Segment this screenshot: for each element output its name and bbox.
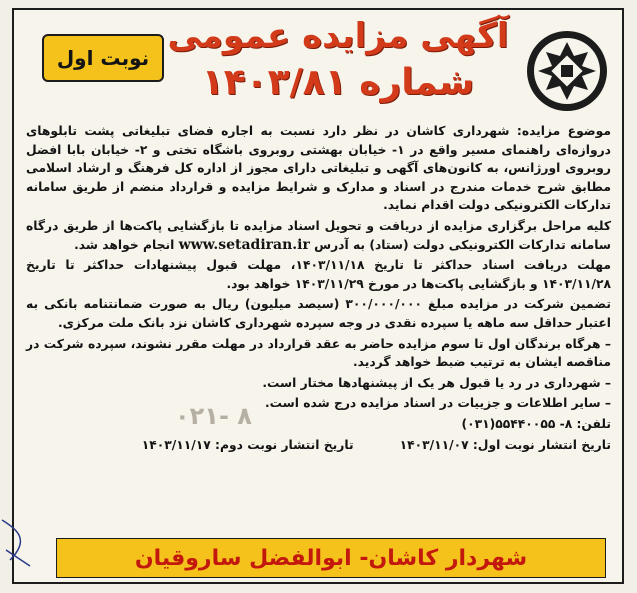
publication-dates (26, 436, 611, 455)
notice-header (14, 10, 622, 120)
notice-body (26, 122, 611, 454)
setadiran-link[interactable]: www.setadiran.ir (178, 236, 310, 253)
bleed-through-text: ۰۲۱- ۸ (175, 402, 252, 430)
procedure-paragraph (26, 217, 611, 254)
edition-badge: نوبت اول (42, 34, 164, 82)
procedure-text: کلیه مراحل برگزاری مزایده از دریافت و تحویل اسناد مزایده تا بازگشایی پاکت‌ها از طریق درگاه سامانه تدارکات الکترونیکی دولت (ستاد) به آدرس (26, 218, 611, 252)
first-publication-date: تاریخ انتشار نوبت اول: ۱۴۰۳/۱۱/۰۷ (399, 437, 611, 452)
second-publication-date: تاریخ انتشار نوبت دوم: ۱۴۰۳/۱۱/۱۷ (141, 437, 354, 452)
procedure-text-end: انجام خواهد شد. (74, 237, 175, 252)
guarantee-paragraph: تضمین شرکت در مزایده مبلغ ۳۰۰/۰۰۰/۰۰۰ (سیصد میلیون) ریال به صورت ضمانتنامه بانکی به اعتبار حداقل سه ماهه یا سپرده نقدی در وجه سپرده شهرداری کاشان نزد بانک ملت مرکزی. (26, 297, 611, 330)
condition-forfeit: – هرگاه برندگان اول تا سوم مزایده حاضر به عقد قرارداد در مهلت مقرر نشوند، سپرده شرکت در مناقصه ایشان به ترتیب ضبط خواهد گردید. (26, 336, 611, 370)
phone-number: تلفن: ۸- ۵۵۴۴۰۰۵۵(۰۳۱) (461, 416, 611, 431)
notice-number: شماره ۱۴۰۳/۸۱ (201, 62, 475, 103)
subject-paragraph: موضوع مزایده: شهرداری کاشان در نظر دارد نسبت به اجاره فضای تبلیغاتی پشت تابلوهای دروازه‌ای راهنمای مسیر واقع در ۱- خیابان بهشتی روبروی باشگاه تختی و ۲- خیابان بابا افضل روبروی اورژانس، به کانون‌های آگهی و تبلیغاتی دارای مجوز از اداره کل فرهنگ و ارشاد اسلامی مطابق شرح خدمات مندرج در اسناد و مدارک و شرایط مزایده و قرارداد منضم از طریق سامانه تدارکات الکترونیکی دولت اقدام نماید. (26, 124, 611, 213)
kashan-municipality-logo-icon (524, 28, 610, 114)
notice-titles (164, 14, 512, 108)
condition-details: – سایر اطلاعات و جزییات در اسناد مزایده درج شده است. (264, 396, 611, 411)
pen-mark-icon (0, 510, 40, 570)
condition-reject: – شهرداری در رد یا قبول هر یک از پیشنهادها مختار است. (262, 375, 611, 390)
deadlines-paragraph: مهلت دریافت اسناد حداکثر تا تاریخ ۱۴۰۳/۱۱/۱۸، مهلت قبول پیشنهادات حداکثر تا تاریخ ۱۴۰۳/۱۱/۲۸ و بازگشایی پاکت‌ها در مورخ ۱۴۰۳/۱۱/۲۹ خواهد بود. (26, 258, 611, 291)
notice-title: آگهی مزایده عمومی (167, 16, 509, 56)
signature-bar: شهردار کاشان- ابوالفضل ساروقیان (56, 538, 606, 578)
